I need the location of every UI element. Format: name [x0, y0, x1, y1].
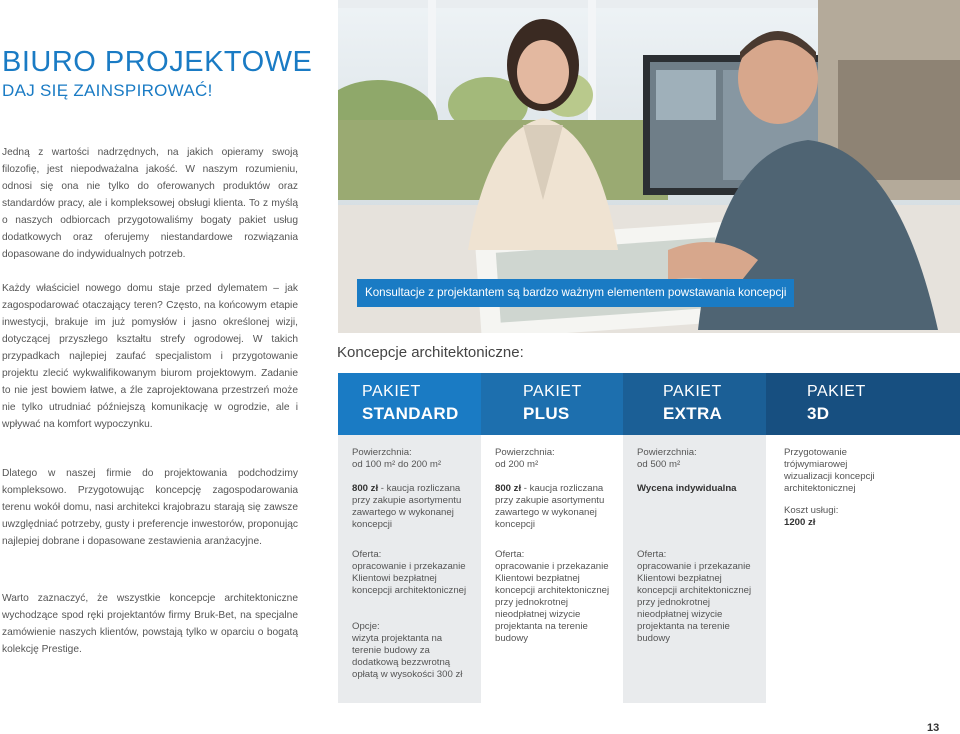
area-value: od 500 m²: [637, 459, 681, 470]
package-name: 3D: [807, 404, 830, 423]
offer-info: [495, 549, 617, 645]
price-note: - kaucja rozliczana przy zakupie asortymentu zawartego w wykonanej koncepcji: [352, 483, 462, 530]
package-label: PAKIET: [663, 383, 722, 400]
package-label: PAKIET: [807, 383, 866, 400]
offer-info: [352, 549, 474, 597]
cost-info: [784, 505, 906, 529]
offer-text: opracowanie i przekazanie Klientowi bezpłatnej koncepcji architektonicznej: [352, 561, 467, 596]
area-info: [495, 447, 617, 471]
options-label: Opcje:: [352, 621, 380, 632]
package-details-standard: [338, 435, 481, 703]
cost-label: Koszt usługi:: [784, 505, 839, 516]
cost-value: 1200 zł: [784, 517, 816, 528]
package-details-plus: [481, 435, 623, 703]
offer-text: opracowanie i przekazanie Klientowi bezpłatnej koncepcji architektonicznej przy jednokrotnej nieodpłatnej wizycie projektanta na terenie budowy: [637, 561, 752, 644]
intro-paragraph-4: Warto zaznaczyć, że wszystkie koncepcje architektoniczne wychodzące spod ręki projektantów firmy Bruk-Bet, na specjalne zamówienie naszych klientów, powstają tylko w oparciu o bogatą kolekcję Prestige.: [2, 593, 298, 655]
package-header-extra: [623, 373, 766, 435]
options-info: [352, 621, 474, 681]
package-label: PAKIET: [523, 383, 582, 400]
price-value: 800 zł: [495, 483, 522, 494]
price-info: [352, 483, 474, 531]
package-header-plus: [481, 373, 623, 435]
options-text: wizyta projektanta na terenie budowy za dodatkową bezzwrotną opłatą w wysokości 300 zł: [352, 633, 463, 680]
offer-text: opracowanie i przekazanie Klientowi bezpłatnej koncepcji architektonicznej przy jednokrotnej nieodpłatnej wizycie projektanta na terenie budowy: [495, 561, 610, 644]
price-info: [637, 483, 759, 495]
offer-label: Oferta:: [495, 549, 525, 560]
area-info: [637, 447, 759, 471]
package-name: STANDARD: [362, 404, 459, 423]
package-description: Przygotowanie trójwymiarowej wizualizacji koncepcji architektonicznej: [784, 447, 875, 494]
price-value: 800 zł: [352, 483, 379, 494]
area-label: Powierzchnia:: [637, 447, 697, 458]
page-subtitle: DAJ SIĘ ZAINSPIROWAĆ!: [2, 81, 213, 100]
package-name: EXTRA: [663, 404, 723, 423]
intro-paragraph-3: Dlatego w naszej firmie do projektowania podchodzimy kompleksowo. Przygotowując koncepcję zagospodarowania terenu wokół domu, nasi architekci krajobrazu starają się zawsze uwzględniać potrzeby, gusty i preferencje inwestorów, proponując najlepiej dobrane i dopasowane zestawienia aranżacyjne.: [2, 468, 298, 547]
intro-paragraph-1: Jedną z wartości nadrzędnych, na jakich opieramy swoją filozofię, jest niepodważalna jakość. W naszym rozumieniu, odnosi się ona nie tylko do oferowanych produktów oraz standardów pracy, ale i kompleksowej obsługi klienta. To z myślą o naszych odbiorcach przygotowaliśmy bogaty pakiet usług dodatkowych oraz oferujemy niestandardowe rozwiązania dopasowane do indywidualnych potrzeb.: [2, 147, 298, 260]
area-value: od 100 m² do 200 m²: [352, 459, 442, 470]
package-details-3d: [766, 435, 960, 703]
area-info: [352, 447, 474, 471]
package-details-extra: [623, 435, 766, 703]
package-header-standard: [338, 373, 481, 435]
concepts-heading: Koncepcje architektoniczne:: [337, 344, 524, 361]
price-value: Wycena indywidualna: [637, 483, 737, 494]
photo-caption-banner: Konsultacje z projektantem są bardzo ważnym elementem powstawania koncepcji: [357, 279, 794, 307]
package-label: PAKIET: [362, 383, 421, 400]
area-value: od 200 m²: [495, 459, 539, 470]
area-label: Powierzchnia:: [495, 447, 555, 458]
package-name: PLUS: [523, 404, 570, 423]
offer-label: Oferta:: [352, 549, 382, 560]
package-header-3d: [766, 373, 960, 435]
page-number: 13: [927, 722, 940, 734]
price-note: - kaucja rozliczana przy zakupie asortymentu zawartego w wykonanej koncepcji: [495, 483, 605, 530]
offer-label: Oferta:: [637, 549, 667, 560]
price-info: [495, 483, 617, 531]
offer-info: [637, 549, 759, 645]
intro-paragraph-2: Każdy właściciel nowego domu staje przed dylematem – jak zagospodarować otaczający teren? Często, na końcowym etapie inwestycji, brakuje im już pomysłów i jasno określonej wizji, dotyczącej przyszłego kształtu strefy ogrodowej. W takich przypadkach najlepiej zaufać specjalistom i przygotowanie projektu zlecić wykwalifikowanym biurom projektowym. Zadanie to nie jest bowiem łatwe, a źle zaprojektowana przestrzeń może nie tylko utrudniać późniejszą komunikację w ogrodzie, ale i wpływać na komfort wypoczynku.: [2, 283, 298, 430]
area-label: Powierzchnia:: [352, 447, 412, 458]
page-title: BIURO PROJEKTOWE: [2, 46, 313, 78]
